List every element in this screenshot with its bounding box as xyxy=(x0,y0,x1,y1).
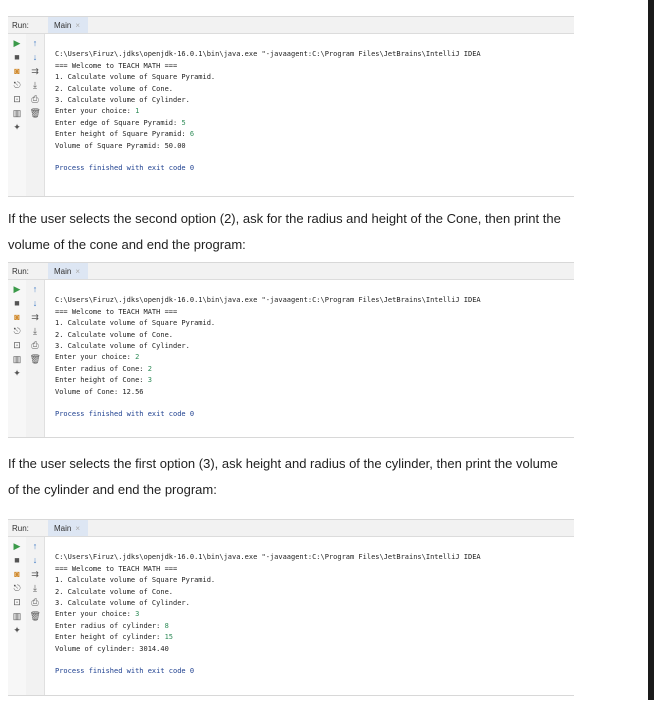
console-line: C:\Users\Firuz\.jdks\openjdk-16.0.1\bin\java.exe "-javaagent:C:\Program Files\JetBrains\IntelliJ IDEA xyxy=(55,296,481,305)
console-line: 3. Calculate volume of Cylinder. xyxy=(55,599,190,608)
up-arrow-icon[interactable]: ↑ xyxy=(32,38,38,48)
camera-icon[interactable]: ◙ xyxy=(14,569,20,579)
left-tool-gutter xyxy=(8,537,26,695)
right-tool-gutter xyxy=(26,280,45,437)
left-tool-gutter xyxy=(8,280,26,437)
console-line xyxy=(55,621,481,632)
console-line xyxy=(55,609,481,620)
prompt-text: Enter radius of cylinder: xyxy=(55,621,165,630)
console-line: Volume of Square Pyramid: 50.00 xyxy=(55,141,186,150)
right-tool-gutter xyxy=(26,34,45,196)
prompt-text: Enter height of Cone: xyxy=(55,376,148,385)
trash-icon[interactable]: 🗑 xyxy=(29,354,41,364)
console-line: Volume of Cone: 12.56 xyxy=(55,387,144,396)
layout-icon[interactable]: ▥ xyxy=(12,354,22,364)
run-console-1 xyxy=(8,16,574,197)
pin-tab-icon[interactable]: ✦ xyxy=(13,625,21,635)
tab-label: Main xyxy=(54,523,72,533)
console-line xyxy=(55,632,481,643)
layout-icon[interactable]: ▥ xyxy=(12,108,22,118)
camera-icon[interactable]: ◙ xyxy=(14,312,20,322)
process-finished-line: Process finished with exit code 0 xyxy=(55,164,195,173)
restore-layout-icon[interactable]: ⊡ xyxy=(13,94,21,104)
run-toolbar xyxy=(8,263,574,280)
rerun-icon[interactable]: ▶ xyxy=(13,284,21,294)
console-line: 2. Calculate volume of Cone. xyxy=(55,587,174,596)
console-line xyxy=(55,364,481,375)
page-edge-bar xyxy=(648,0,654,700)
console-line xyxy=(55,129,481,140)
stop-icon[interactable]: ■ xyxy=(14,555,20,565)
soft-wrap-icon[interactable]: ⇉ xyxy=(31,312,39,322)
rerun-icon[interactable]: ▶ xyxy=(13,38,21,48)
print-icon[interactable]: ⎙ xyxy=(31,340,39,350)
run-toolbar xyxy=(8,520,574,537)
stop-icon[interactable]: ■ xyxy=(14,52,20,62)
console-output xyxy=(45,34,481,196)
console-line: === Welcome to TEACH MATH === xyxy=(55,307,178,316)
pin-tab-icon[interactable]: ✦ xyxy=(13,368,21,378)
console-line: C:\Users\Firuz\.jdks\openjdk-16.0.1\bin\java.exe "-javaagent:C:\Program Files\JetBrains\IntelliJ IDEA xyxy=(55,553,481,562)
paragraph-cone: If the user selects the second option (2), ask for the radius and height of the Cone, then print the volume of the cone and end the program: xyxy=(8,211,561,252)
console-line: Volume of cylinder: 3014.40 xyxy=(55,644,169,653)
prompt-text: Enter your choice: xyxy=(55,107,136,116)
run-toolbar xyxy=(8,17,574,34)
down-arrow-icon[interactable]: ↓ xyxy=(32,555,38,565)
exit-icon[interactable]: ⎋ xyxy=(13,326,21,336)
pin-tab-icon[interactable]: ✦ xyxy=(13,122,21,132)
left-tool-gutter xyxy=(8,34,26,196)
console-line: 2. Calculate volume of Cone. xyxy=(55,330,174,339)
prompt-text: Enter your choice: xyxy=(55,353,136,362)
run-label: Run: xyxy=(12,20,29,30)
console-output xyxy=(45,280,481,437)
up-arrow-icon[interactable]: ↑ xyxy=(32,541,38,551)
down-arrow-icon[interactable]: ↓ xyxy=(32,298,38,308)
tab-main[interactable] xyxy=(48,17,88,33)
process-finished-line: Process finished with exit code 0 xyxy=(55,667,195,676)
stop-icon[interactable]: ■ xyxy=(14,298,20,308)
run-label: Run: xyxy=(12,523,29,533)
console-line: 1. Calculate volume of Square Pyramid. xyxy=(55,73,216,82)
tab-label: Main xyxy=(54,20,72,30)
prompt-text: Enter radius of Cone: xyxy=(55,364,148,373)
down-arrow-icon[interactable]: ↓ xyxy=(32,52,38,62)
user-input: 2 xyxy=(147,364,152,373)
console-line: C:\Users\Firuz\.jdks\openjdk-16.0.1\bin\java.exe "-javaagent:C:\Program Files\JetBrains\IntelliJ IDEA xyxy=(55,50,481,59)
prompt-text: Enter height of Square Pyramid: xyxy=(55,130,190,139)
soft-wrap-icon[interactable]: ⇉ xyxy=(31,569,39,579)
user-input: 3 xyxy=(147,376,152,385)
camera-icon[interactable]: ◙ xyxy=(14,66,20,76)
prompt-text: Enter edge of Square Pyramid: xyxy=(55,118,182,127)
tab-main[interactable] xyxy=(48,520,88,536)
prompt-text: Enter your choice: xyxy=(55,610,136,619)
user-input: 3 xyxy=(135,610,140,619)
console-line: 3. Calculate volume of Cylinder. xyxy=(55,96,190,105)
user-input: 6 xyxy=(189,130,195,139)
paragraph-cylinder: If the user selects the first option (3), ask height and radius of the cylinder, then print the volume of the cylinder and end the program: xyxy=(8,456,558,497)
scroll-to-end-icon[interactable]: ⤓ xyxy=(33,326,37,336)
restore-layout-icon[interactable]: ⊡ xyxy=(13,597,21,607)
right-tool-gutter xyxy=(26,537,45,695)
console-line: 1. Calculate volume of Square Pyramid. xyxy=(55,576,216,585)
user-input: 15 xyxy=(164,633,174,642)
tab-main[interactable] xyxy=(48,263,88,279)
console-output xyxy=(45,537,481,695)
scroll-to-end-icon[interactable]: ⤓ xyxy=(33,80,37,90)
tab-close-icon[interactable]: × xyxy=(75,20,81,30)
print-icon[interactable]: ⎙ xyxy=(31,94,39,104)
console-line: === Welcome to TEACH MATH === xyxy=(55,564,178,573)
console-line: === Welcome to TEACH MATH === xyxy=(55,61,178,70)
prompt-text: Enter height of cylinder: xyxy=(55,633,165,642)
exit-icon[interactable]: ⎋ xyxy=(13,80,21,90)
scroll-to-end-icon[interactable]: ⤓ xyxy=(33,583,37,593)
exit-icon[interactable]: ⎋ xyxy=(13,583,21,593)
restore-layout-icon[interactable]: ⊡ xyxy=(13,340,21,350)
console-line: 3. Calculate volume of Cylinder. xyxy=(55,342,190,351)
tab-close-icon[interactable]: × xyxy=(75,266,81,276)
run-label: Run: xyxy=(12,266,29,276)
user-input: 2 xyxy=(135,353,140,362)
console-line xyxy=(55,106,481,117)
console-line xyxy=(55,352,481,363)
print-icon[interactable]: ⎙ xyxy=(31,597,39,607)
tab-close-icon[interactable]: × xyxy=(75,523,81,533)
up-arrow-icon[interactable]: ↑ xyxy=(32,284,38,294)
process-finished-line: Process finished with exit code 0 xyxy=(55,410,195,419)
soft-wrap-icon[interactable]: ⇉ xyxy=(31,66,39,76)
run-console-2 xyxy=(8,262,574,438)
console-line xyxy=(55,375,481,386)
console-line: 2. Calculate volume of Cone. xyxy=(55,84,174,93)
console-line xyxy=(55,118,481,129)
tab-label: Main xyxy=(54,266,72,276)
user-input: 5 xyxy=(181,118,186,127)
trash-icon[interactable]: 🗑 xyxy=(29,611,41,621)
user-input: 1 xyxy=(135,107,140,116)
rerun-icon[interactable]: ▶ xyxy=(13,541,21,551)
run-console-3 xyxy=(8,519,574,696)
user-input: 8 xyxy=(164,621,169,630)
console-line: 1. Calculate volume of Square Pyramid. xyxy=(55,319,216,328)
layout-icon[interactable]: ▥ xyxy=(12,611,22,621)
trash-icon[interactable]: 🗑 xyxy=(29,108,41,118)
